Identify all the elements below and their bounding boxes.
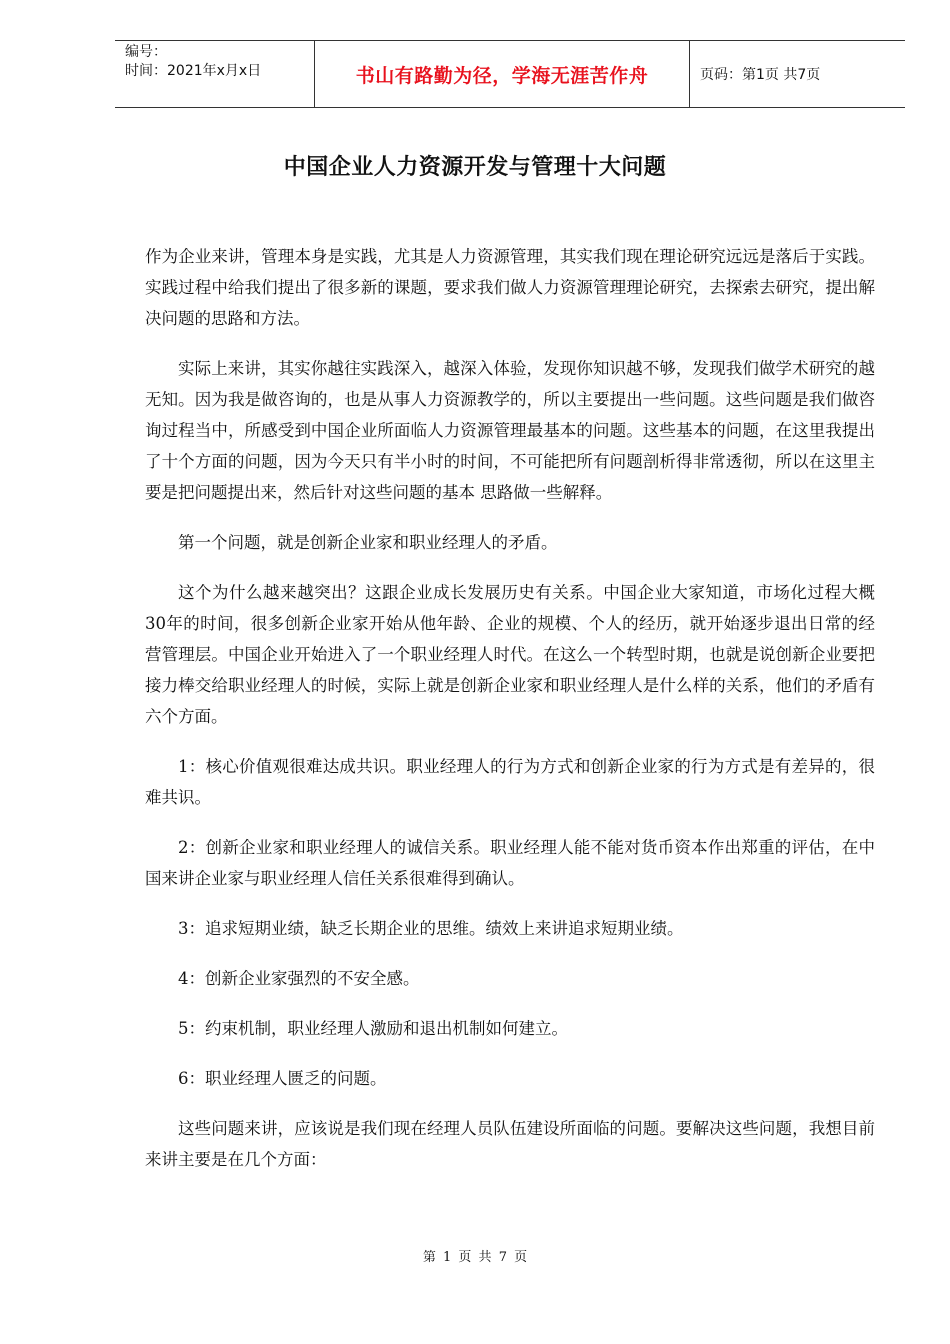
paragraph: 第一个问题，就是创新企业家和职业经理人的矛盾。 [178, 533, 558, 552]
document-body [145, 241, 875, 1194]
paragraph: 这些问题来讲，应该说是我们现在经理人员队伍建设所面临的问题。要解决这些问题，我想目前来讲主要是在几个方面： [145, 1119, 875, 1169]
list-item: 1：核心价值观很难达成共识。职业经理人的行为方式和创新企业家的行为方式是有差异的，很难共识。 [145, 757, 875, 807]
page-header [115, 40, 905, 108]
document-title: 中国企业人力资源开发与管理十大问题 [283, 155, 667, 180]
header-motto: 书山有路勤为径，学海无涯苦作舟 [315, 41, 690, 107]
header-meta [115, 41, 315, 107]
list-item: 6：职业经理人匮乏的问题。 [178, 1069, 387, 1088]
list-item: 3：追求短期业绩，缺乏长期企业的思维。绩效上来讲追求短期业绩。 [178, 919, 684, 938]
list-item: 4：创新企业家强烈的不安全感。 [178, 969, 420, 988]
list-item: 5：约束机制，职业经理人激励和退出机制如何建立。 [178, 1019, 568, 1038]
paragraph: 作为企业来讲，管理本身是实践，尤其是人力资源管理，其实我们现在理论研究远远是落后于实践。实践过程中给我们提出了很多新的课题，要求我们做人力资源管理理论研究，去探索去研究，提出解决问题的思路和方法。 [145, 247, 875, 328]
paragraph: 这个为什么越来越突出？这跟企业成长发展历史有关系。中国企业大家知道，市场化过程大概30年的时间，很多创新企业家开始从他年龄、企业的规模、个人的经历，就开始逐步退出日常的经营管理层。中国企业开始进入了一个职业经理人时代。在这么一个转型时期，也就是说创新企业要把接力棒交给职业经理人的时候，实际上就是创新企业家和职业经理人是什么样的关系，他们的矛盾有六个方面。 [145, 583, 875, 726]
page-footer: 第 1 页 共 7 页 [422, 1250, 528, 1265]
time-label: 时间：2021年x月x日 [125, 63, 262, 79]
header-page-info: 页码：第1页 共7页 [700, 67, 821, 83]
number-label: 编号： [125, 44, 167, 60]
paragraph: 实际上来讲，其实你越往实践深入，越深入体验，发现你知识越不够，发现我们做学术研究的越无知。因为我是做咨询的，也是从事人力资源教学的，所以主要提出一些问题。这些问题是我们做咨询过程当中，所感受到中国企业所面临人力资源管理最基本的问题。这些基本的问题，在这里我提出了十个方面的问题，因为今天只有半小时的时间，不可能把所有问题剖析得非常透彻，所以在这里主要是把问题提出来，然后针对这些问题的基本 思路做一些解释。 [145, 359, 875, 502]
list-item: 2：创新企业家和职业经理人的诚信关系。职业经理人能不能对货币资本作出郑重的评估，在中国来讲企业家与职业经理人信任关系很难得到确认。 [145, 838, 875, 888]
